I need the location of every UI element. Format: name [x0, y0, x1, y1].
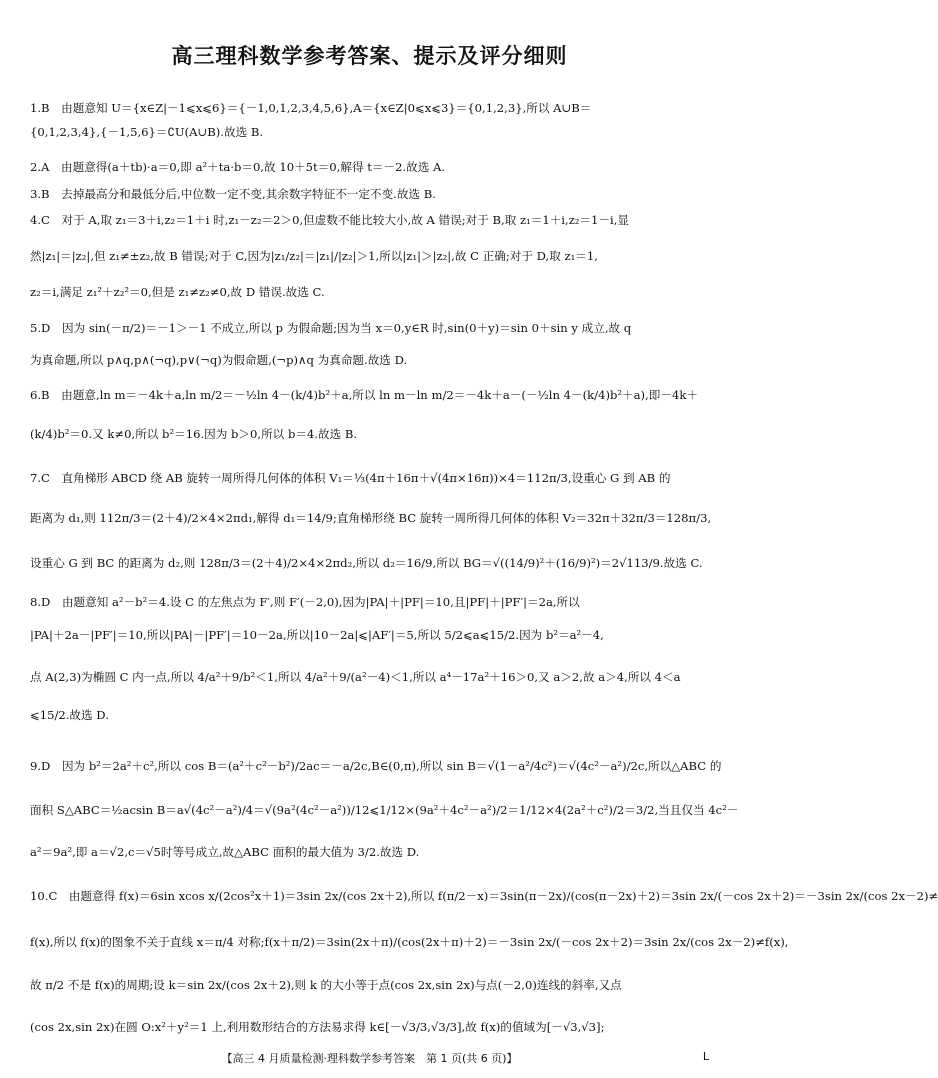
text-line: 7.C 直角梯形 ABCD 绕 AB 旋转一周所得几何体的体积 V₁＝⅓(4π＋16π＋√(4π×16π))×4＝112π/3,设重心 G 到 AB 的	[30, 471, 671, 485]
text-line: 6.B 由题意,ln m＝－4k＋a,ln m/2＝－½ln 4－(k/4)b²＋a,所以 ln m－ln m/2＝－4k＋a－(－½ln 4－(k/4)b²＋a),即－4k＋	[30, 388, 698, 402]
text-line: 1.B 由题意知 U＝{x∈Z|－1⩽x⩽6}＝{－1,0,1,2,3,4,5,6},A＝{x∈Z|0⩽x⩽3}＝{0,1,2,3},所以 A∪B＝	[30, 101, 592, 115]
text-line: z₂＝i,满足 z₁²＋z₂²＝0,但是 z₁≠z₂≠0,故 D 错误.故选 C.	[30, 285, 325, 299]
text-line: 面积 S△ABC＝½acsin B＝a√(4c²－a²)/4＝√(9a²(4c²－a²))/12⩽1/12×(9a²＋4c²－a²)/2＝1/12×4(2a²＋c²)/2＝3/2,当且仅当 4c²－	[30, 803, 739, 817]
text-line: 为真命题,所以 p∧q,p∧(¬q),p∨(¬q)为假命题,(¬p)∧q 为真命题.故选 D.	[30, 353, 408, 367]
text-line: a²＝9a²,即 a＝√2,c＝√5时等号成立,故△ABC 面积的最大值为 3/2.故选 D.	[30, 845, 420, 859]
text-line: 8.D 由题意知 a²－b²＝4.设 C 的左焦点为 F′,则 F′(－2,0),因为|PA|＋|PF|＝10,且|PF|＋|PF′|＝2a,所以	[30, 595, 580, 609]
text-line: 2.A 由题意得(a＋tb)·a＝0,即 a²＋ta·b＝0,故 10＋5t＝0,解得 t＝－2.故选 A.	[30, 160, 446, 174]
text-line: 距离为 d₁,则 112π/3＝(2＋4)/2×4×2πd₁,解得 d₁＝14/9;直角梯形绕 BC 旋转一周所得几何体的体积 V₂＝32π＋32π/3＝128π/3,	[30, 511, 712, 525]
text-line: 5.D 因为 sin(－π/2)＝－1＞－1 不成立,所以 p 为假命题;因为当 x＝0,y∈R 时,sin(0＋y)＝sin 0＋sin y 成立,故 q	[30, 321, 632, 335]
text-line: |PA|＋2a－|PF′|＝10,所以|PA|－|PF′|＝10－2a,所以|10－2a|⩽|AF′|＝5,所以 5/2⩽a⩽15/2.因为 b²＝a²－4,	[30, 628, 604, 642]
text-line: 然|z₁|＝|z₂|,但 z₁≠±z₂,故 B 错误;对于 C,因为|z₁/z₂|＝|z₁|/|z₂|＞1,所以|z₁|＞|z₂|,故 C 正确;对于 D,取 z₁＝1,	[30, 249, 598, 263]
text-line: (k/4)b²＝0.又 k≠0,所以 b²＝16.因为 b＞0,所以 b＝4.故选 B.	[30, 427, 358, 441]
text-line: f(x),所以 f(x)的图象不关于直线 x＝π/4 对称;f(x＋π/2)＝3sin(2x＋π)/(cos(2x＋π)＋2)＝－3sin 2x/(－cos 2x＋2)＝3sin 2x/(cos 2x－2)≠f(x),	[30, 935, 789, 949]
text-line: ⩽15/2.故选 D.	[30, 708, 109, 722]
text-line: 10.C 由题意得 f(x)＝6sin xcos x/(2cos²x＋1)＝3sin 2x/(cos 2x＋2),所以 f(π/2－x)＝3sin(π－2x)/(cos(π－2x)＋2)＝3sin 2x/(－cos 2x＋2)＝－3sin 2x/(cos 2x－2)≠	[30, 889, 938, 903]
text-line: 故 π/2 不是 f(x)的周期;设 k＝sin 2x/(cos 2x＋2),则 k 的大小等于点(cos 2x,sin 2x)与点(－2,0)连线的斜率,又点	[30, 978, 622, 992]
page-footer: 【高三 4 月质量检测·理科数学参考答案 第 1 页(共 6 页)】	[221, 1052, 518, 1065]
footer-letter: L	[702, 1050, 709, 1063]
text-line: (cos 2x,sin 2x)在圆 O:x²＋y²＝1 上,利用数形结合的方法易求得 k∈[－√3/3,√3/3],故 f(x)的值域为[－√3,√3];	[30, 1020, 605, 1034]
text-line: 3.B 去掉最高分和最低分后,中位数一定不变,其余数字特征不一定不变.故选 B.	[30, 187, 436, 201]
text-line: 点 A(2,3)为椭圆 C 内一点,所以 4/a²＋9/b²＜1,所以 4/a²＋9/(a²－4)＜1,所以 a⁴－17a²＋16＞0,又 a＞2,故 a＞4,所以 4＜a	[30, 670, 681, 684]
text-line: {0,1,2,3,4},{－1,5,6}＝∁U(A∪B).故选 B.	[30, 125, 264, 139]
page-title: 高三理科数学参考答案、提示及评分细则	[171, 44, 568, 68]
text-line: 4.C 对于 A,取 z₁＝3＋i,z₂＝1＋i 时,z₁－z₂＝2＞0,但虚数不能比较大小,故 A 错误;对于 B,取 z₁＝1＋i,z₂＝1－i,显	[30, 213, 630, 227]
text-line: 9.D 因为 b²＝2a²＋c²,所以 cos B＝(a²＋c²－b²)/2ac＝－a/2c,B∈(0,π),所以 sin B＝√(1－a²/4c²)＝√(4c²－a²)/2c,所以△ABC 的	[30, 759, 722, 773]
text-line: 设重心 G 到 BC 的距离为 d₂,则 128π/3＝(2＋4)/2×4×2πd₂,所以 d₂＝16/9,所以 BG＝√((14/9)²＋(16/9)²)＝2√113/9.故选 C.	[30, 556, 703, 570]
